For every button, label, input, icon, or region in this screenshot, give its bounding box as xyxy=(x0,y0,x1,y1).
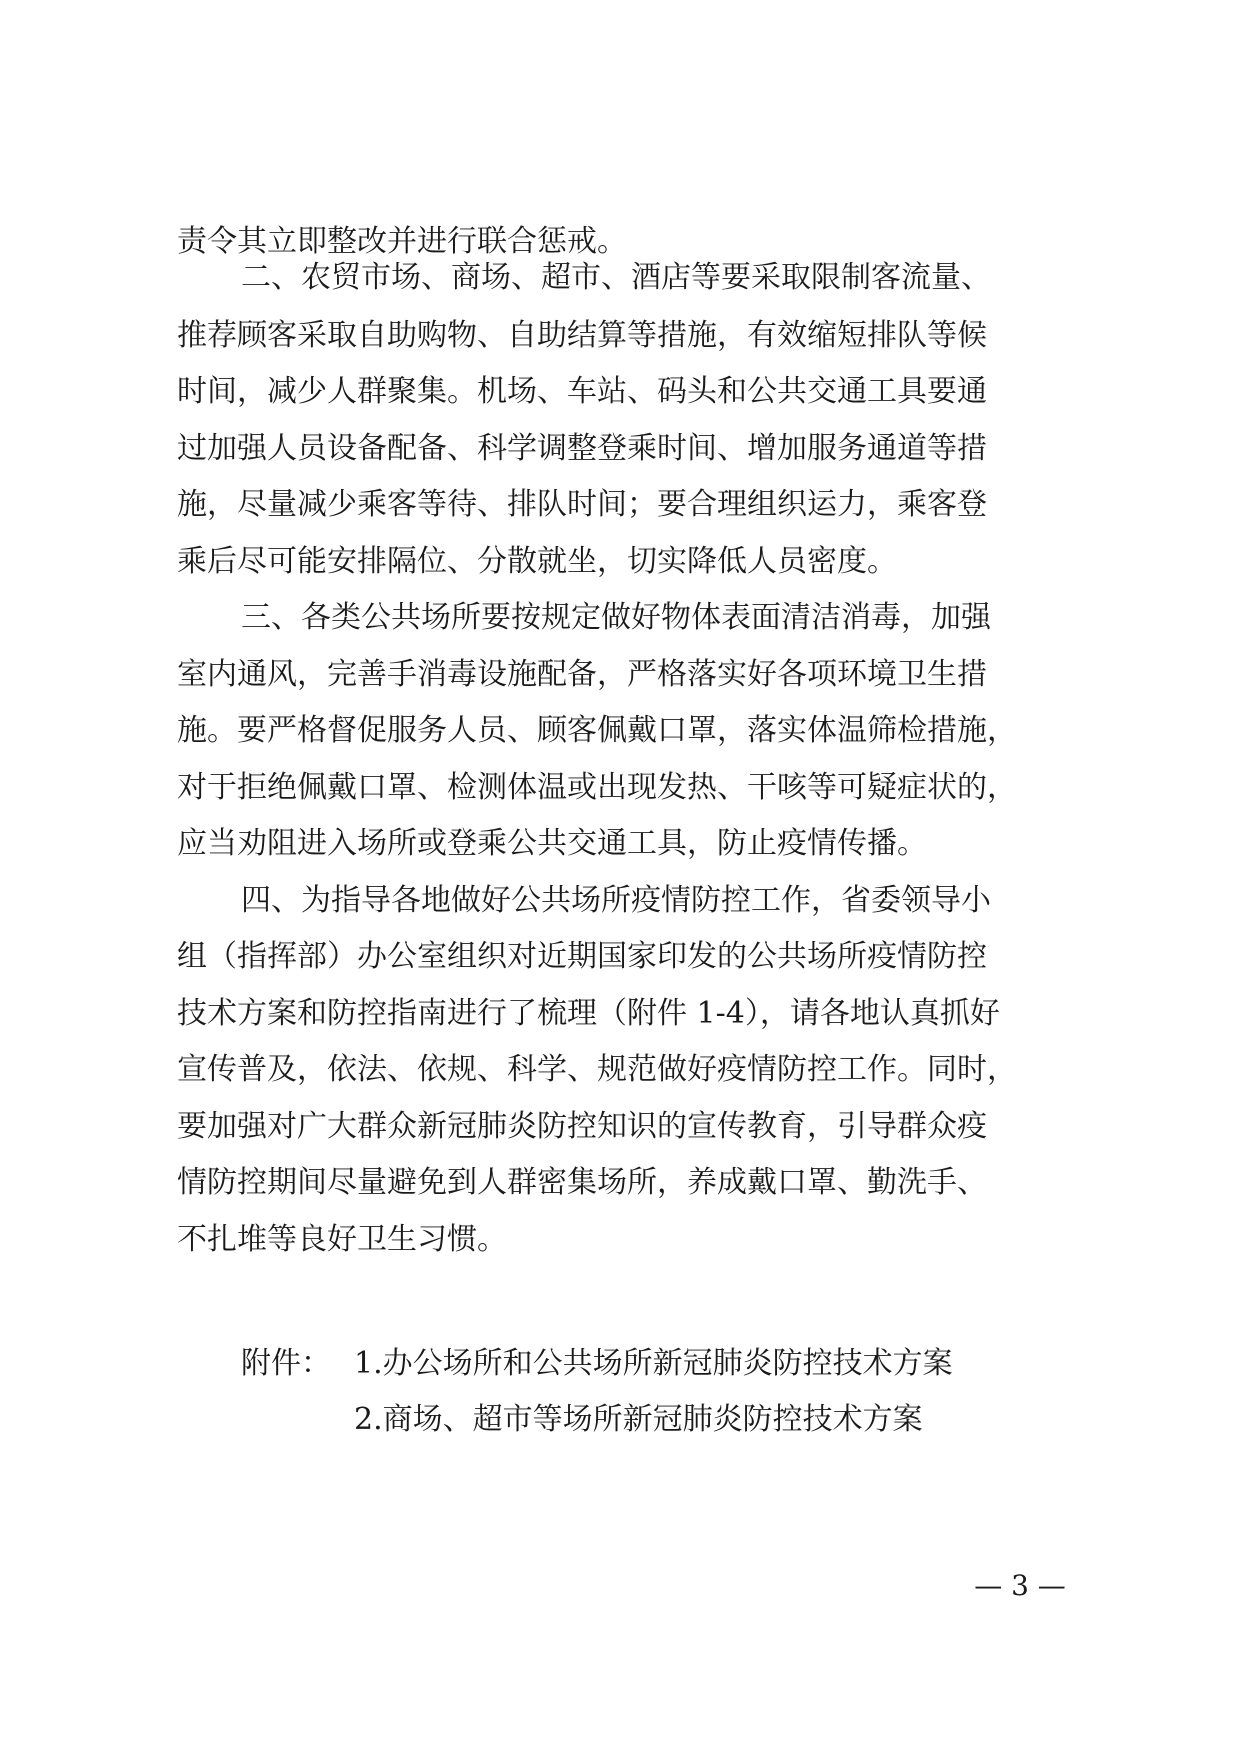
paragraph-3-line: 施。要严格督促服务人员、顾客佩戴口罩，落实体温筛检措施， xyxy=(177,713,1017,748)
paragraph-4-line: 四、为指导各地做好公共场所疫情防控工作，省委领导小 xyxy=(241,883,991,918)
paragraph-4-line: 宣传普及，依法、依规、科学、规范做好疫情防控工作。同时， xyxy=(177,1052,1017,1087)
paragraph-4-line: 不扎堆等良好卫生习惯。 xyxy=(177,1222,507,1257)
paragraph-2-line: 乘后尽可能安排隔位、分散就坐，切实降低人员密度。 xyxy=(177,544,897,579)
paragraph-2-line: 施，尽量减少乘客等待、排队时间；要合理组织运力，乘客登 xyxy=(177,487,987,522)
paragraph-2-line: 二、农贸市场、商场、超市、酒店等要采取限制客流量、 xyxy=(241,260,991,295)
paragraph-4-line: 技术方案和防控指南进行了梳理（附件 1-4），请各地认真抓好 xyxy=(177,996,1000,1031)
paragraph-3-line: 对于拒绝佩戴口罩、检测体温或出现发热、干咳等可疑症状的， xyxy=(177,770,1017,805)
paragraph-2-line: 时间，减少人群聚集。机场、车站、码头和公共交通工具要通 xyxy=(177,374,987,409)
paragraph-3-line: 室内通风，完善手消毒设施配备，严格落实好各项环境卫生措 xyxy=(177,657,987,692)
paragraph-2-line: 过加强人员设备配备、科学调整登乘时间、增加服务通道等措 xyxy=(177,431,987,466)
paragraph-4-line: 要加强对广大群众新冠肺炎防控知识的宣传教育，引导群众疫 xyxy=(177,1109,987,1144)
paragraph-2-line: 推荐顾客采取自助购物、自助结算等措施，有效缩短排队等候 xyxy=(177,318,987,353)
paragraph-3-line: 三、各类公共场所要按规定做好物体表面清洁消毒，加强 xyxy=(241,600,991,635)
attachments-label: 附件： xyxy=(241,1346,331,1381)
paragraph-4-line: 情防控期间尽量避免到人群密集场所，养成戴口罩、勤洗手、 xyxy=(177,1165,987,1200)
paragraph-4-line: 组（指挥部）办公室组织对近期国家印发的公共场所疫情防控 xyxy=(177,939,987,974)
attachment-item: 2.商场、超市等场所新冠肺炎防控技术方案 xyxy=(354,1402,923,1437)
attachment-item: 1.办公场所和公共场所新冠肺炎防控技术方案 xyxy=(354,1346,953,1381)
paragraph-3-line: 应当劝阻进入场所或登乘公共交通工具，防止疫情传播。 xyxy=(177,826,927,861)
page-number: — 3 — xyxy=(974,1569,1066,1602)
body-line: 责令其立即整改并进行联合惩戒。 xyxy=(177,224,627,259)
